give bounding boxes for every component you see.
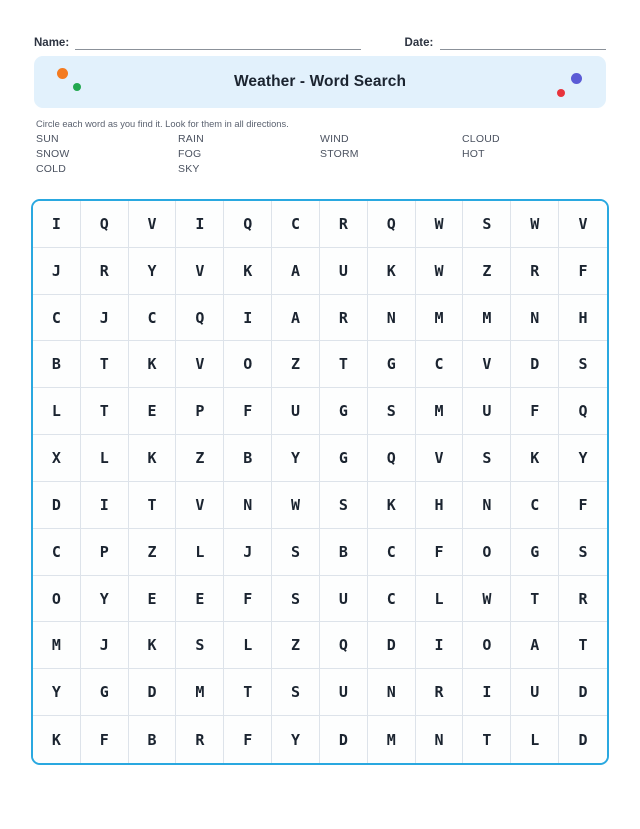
- grid-cell[interactable]: O: [463, 529, 511, 576]
- grid-cell[interactable]: N: [224, 482, 272, 529]
- grid-cell[interactable]: T: [81, 388, 129, 435]
- grid-cell[interactable]: I: [463, 669, 511, 716]
- grid-cell[interactable]: R: [416, 669, 464, 716]
- grid-cell[interactable]: Q: [224, 201, 272, 248]
- grid-cell[interactable]: N: [368, 295, 416, 342]
- grid-cell[interactable]: K: [129, 622, 177, 669]
- grid-cell[interactable]: F: [224, 388, 272, 435]
- grid-cell[interactable]: T: [559, 622, 607, 669]
- grid-cell[interactable]: R: [559, 576, 607, 623]
- grid-cell[interactable]: I: [416, 622, 464, 669]
- grid-cell[interactable]: C: [272, 201, 320, 248]
- grid-cell[interactable]: A: [272, 248, 320, 295]
- grid-cell[interactable]: V: [176, 482, 224, 529]
- grid-cell[interactable]: Y: [272, 435, 320, 482]
- grid-cell[interactable]: D: [368, 622, 416, 669]
- grid-cell[interactable]: K: [129, 435, 177, 482]
- grid-cell[interactable]: Y: [559, 435, 607, 482]
- grid-cell[interactable]: B: [320, 529, 368, 576]
- grid-cell[interactable]: Q: [176, 295, 224, 342]
- grid-cell[interactable]: Z: [272, 622, 320, 669]
- grid-cell[interactable]: A: [511, 622, 559, 669]
- grid-cell[interactable]: G: [320, 435, 368, 482]
- grid-cell[interactable]: K: [33, 716, 81, 763]
- grid-cell[interactable]: I: [33, 201, 81, 248]
- grid-cell[interactable]: I: [224, 295, 272, 342]
- grid-cell[interactable]: D: [559, 716, 607, 763]
- grid-cell[interactable]: Z: [129, 529, 177, 576]
- grid-cell[interactable]: R: [320, 201, 368, 248]
- grid-cell[interactable]: M: [368, 716, 416, 763]
- word-item: SKY: [178, 163, 200, 175]
- grid-cell[interactable]: V: [129, 201, 177, 248]
- grid-cell[interactable]: W: [416, 248, 464, 295]
- grid-cell[interactable]: R: [176, 716, 224, 763]
- grid-cell[interactable]: S: [272, 576, 320, 623]
- grid-cell[interactable]: T: [81, 341, 129, 388]
- grid-cell[interactable]: Z: [176, 435, 224, 482]
- name-label: Name:: [34, 37, 70, 49]
- grid-cell[interactable]: G: [320, 388, 368, 435]
- word-list: [36, 132, 608, 177]
- grid-cell[interactable]: K: [511, 435, 559, 482]
- grid-cell[interactable]: F: [224, 576, 272, 623]
- grid-cell[interactable]: N: [368, 669, 416, 716]
- grid-cell[interactable]: T: [463, 716, 511, 763]
- grid-cell[interactable]: O: [224, 341, 272, 388]
- grid-cell[interactable]: N: [511, 295, 559, 342]
- word-item: HOT: [462, 148, 485, 160]
- grid-cell[interactable]: U: [511, 669, 559, 716]
- grid-cell[interactable]: T: [511, 576, 559, 623]
- grid-cell[interactable]: M: [33, 622, 81, 669]
- word-item: SNOW: [36, 148, 70, 160]
- grid-cell[interactable]: F: [81, 716, 129, 763]
- grid-cell[interactable]: W: [416, 201, 464, 248]
- grid-cell[interactable]: F: [511, 388, 559, 435]
- grid-cell[interactable]: S: [368, 388, 416, 435]
- grid-cell[interactable]: S: [176, 622, 224, 669]
- word-item: SUN: [36, 133, 59, 145]
- title-banner: [34, 56, 606, 108]
- grid-cell[interactable]: H: [559, 295, 607, 342]
- grid-cell[interactable]: G: [368, 341, 416, 388]
- grid-cell[interactable]: L: [33, 388, 81, 435]
- grid-cell[interactable]: W: [511, 201, 559, 248]
- grid-cell[interactable]: W: [463, 576, 511, 623]
- grid-cell[interactable]: C: [129, 295, 177, 342]
- grid-cell[interactable]: M: [416, 388, 464, 435]
- grid-cell[interactable]: L: [176, 529, 224, 576]
- grid-cell[interactable]: N: [416, 716, 464, 763]
- page-title: Weather - Word Search: [233, 73, 407, 90]
- grid-cell[interactable]: S: [272, 529, 320, 576]
- grid-cell[interactable]: Q: [559, 388, 607, 435]
- grid-cell[interactable]: S: [463, 435, 511, 482]
- word-item: COLD: [36, 163, 66, 175]
- instructions-text: Circle each word as you find it. Look for them in all directions.: [36, 119, 289, 129]
- word-list-row: [36, 147, 608, 162]
- grid-cell[interactable]: X: [33, 435, 81, 482]
- grid-cell[interactable]: Z: [463, 248, 511, 295]
- grid-cell[interactable]: D: [559, 669, 607, 716]
- grid-cell[interactable]: S: [320, 482, 368, 529]
- grid-cell[interactable]: V: [463, 341, 511, 388]
- name-date-row: [34, 30, 606, 50]
- grid-cell[interactable]: U: [320, 576, 368, 623]
- grid-cell[interactable]: J: [33, 248, 81, 295]
- grid-cell[interactable]: C: [33, 529, 81, 576]
- word-list-row: [36, 132, 608, 147]
- grid-cell[interactable]: C: [511, 482, 559, 529]
- grid-cell[interactable]: L: [224, 622, 272, 669]
- grid-cell[interactable]: Y: [129, 248, 177, 295]
- grid-cell[interactable]: I: [81, 482, 129, 529]
- grid-cell[interactable]: K: [224, 248, 272, 295]
- grid-cell[interactable]: U: [320, 669, 368, 716]
- grid-cell[interactable]: S: [463, 201, 511, 248]
- grid-cell[interactable]: K: [368, 482, 416, 529]
- grid-cell[interactable]: V: [416, 435, 464, 482]
- grid-cell[interactable]: M: [463, 295, 511, 342]
- name-input-line[interactable]: [75, 34, 360, 50]
- word-search-grid-container: [31, 199, 609, 765]
- word-item: RAIN: [178, 133, 204, 145]
- grid-cell[interactable]: S: [559, 529, 607, 576]
- grid-cell[interactable]: Z: [272, 341, 320, 388]
- grid-cell[interactable]: S: [272, 669, 320, 716]
- grid-cell[interactable]: E: [129, 388, 177, 435]
- grid-cell[interactable]: A: [272, 295, 320, 342]
- grid-cell[interactable]: F: [416, 529, 464, 576]
- word-item: FOG: [178, 148, 202, 160]
- grid-cell[interactable]: F: [224, 716, 272, 763]
- grid-cell[interactable]: I: [176, 201, 224, 248]
- grid-cell[interactable]: L: [416, 576, 464, 623]
- grid-cell[interactable]: V: [176, 341, 224, 388]
- grid-cell[interactable]: C: [416, 341, 464, 388]
- grid-cell[interactable]: R: [511, 248, 559, 295]
- grid-cell[interactable]: R: [320, 295, 368, 342]
- grid-cell[interactable]: P: [81, 529, 129, 576]
- grid-cell[interactable]: E: [176, 576, 224, 623]
- word-item: WIND: [320, 133, 349, 145]
- grid-cell[interactable]: U: [463, 388, 511, 435]
- grid-cell[interactable]: F: [559, 248, 607, 295]
- grid-cell[interactable]: E: [129, 576, 177, 623]
- grid-cell[interactable]: O: [33, 576, 81, 623]
- grid-cell[interactable]: P: [176, 388, 224, 435]
- grid-cell[interactable]: L: [81, 435, 129, 482]
- grid-cell[interactable]: C: [33, 295, 81, 342]
- date-input-line[interactable]: [440, 34, 606, 50]
- grid-cell[interactable]: L: [511, 716, 559, 763]
- grid-cell[interactable]: C: [368, 529, 416, 576]
- grid-cell[interactable]: Q: [368, 201, 416, 248]
- grid-cell[interactable]: J: [224, 529, 272, 576]
- grid-cell[interactable]: T: [129, 482, 177, 529]
- word-item: CLOUD: [462, 133, 500, 145]
- grid-cell[interactable]: D: [511, 341, 559, 388]
- grid-cell[interactable]: R: [81, 248, 129, 295]
- grid-cell[interactable]: K: [129, 341, 177, 388]
- grid-cell[interactable]: V: [176, 248, 224, 295]
- grid-cell[interactable]: B: [129, 716, 177, 763]
- grid-cell[interactable]: G: [511, 529, 559, 576]
- word-search-grid[interactable]: [33, 201, 607, 763]
- grid-cell[interactable]: M: [416, 295, 464, 342]
- grid-cell[interactable]: G: [81, 669, 129, 716]
- grid-cell[interactable]: S: [559, 341, 607, 388]
- grid-cell[interactable]: Y: [81, 576, 129, 623]
- grid-cell[interactable]: U: [320, 248, 368, 295]
- date-label: Date:: [404, 37, 434, 49]
- word-item: STORM: [320, 148, 359, 160]
- grid-cell[interactable]: B: [224, 435, 272, 482]
- grid-cell[interactable]: T: [320, 341, 368, 388]
- grid-cell[interactable]: D: [320, 716, 368, 763]
- word-list-row: [36, 162, 608, 177]
- grid-cell[interactable]: V: [559, 201, 607, 248]
- grid-cell[interactable]: Y: [33, 669, 81, 716]
- grid-cell[interactable]: H: [416, 482, 464, 529]
- grid-cell[interactable]: K: [368, 248, 416, 295]
- grid-cell[interactable]: Q: [81, 201, 129, 248]
- grid-cell[interactable]: J: [81, 622, 129, 669]
- grid-cell[interactable]: D: [129, 669, 177, 716]
- grid-cell[interactable]: O: [463, 622, 511, 669]
- grid-cell[interactable]: W: [272, 482, 320, 529]
- grid-cell[interactable]: Q: [320, 622, 368, 669]
- grid-cell[interactable]: Y: [272, 716, 320, 763]
- grid-cell[interactable]: B: [33, 341, 81, 388]
- grid-cell[interactable]: Q: [368, 435, 416, 482]
- grid-cell[interactable]: M: [176, 669, 224, 716]
- grid-cell[interactable]: C: [368, 576, 416, 623]
- grid-cell[interactable]: T: [224, 669, 272, 716]
- grid-cell[interactable]: F: [559, 482, 607, 529]
- grid-cell[interactable]: U: [272, 388, 320, 435]
- grid-cell[interactable]: N: [463, 482, 511, 529]
- grid-cell[interactable]: J: [81, 295, 129, 342]
- grid-cell[interactable]: D: [33, 482, 81, 529]
